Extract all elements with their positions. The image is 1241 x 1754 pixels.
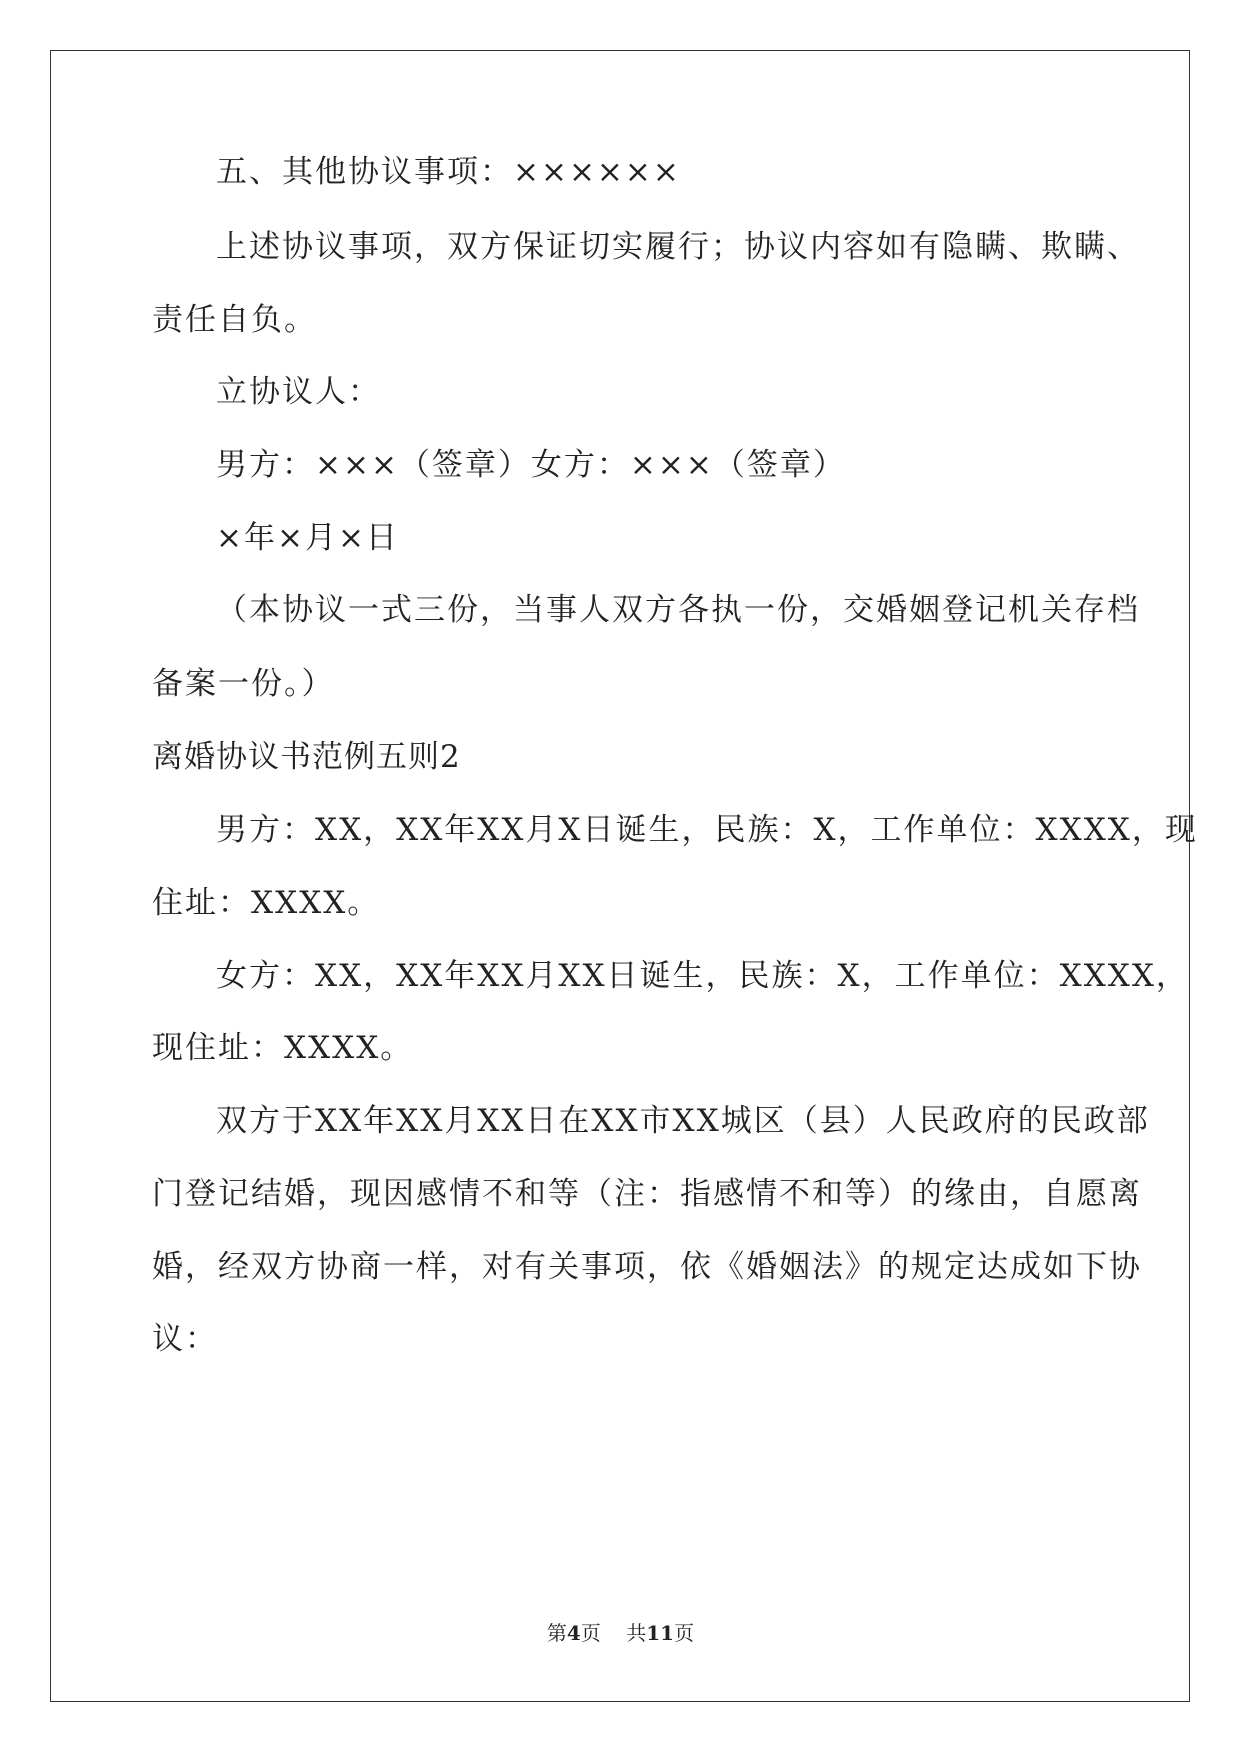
paragraph-line: 议： [152, 1321, 218, 1357]
paragraph-line: 门登记结婚，现因感情不和等（注：指感情不和等）的缘由，自愿离 [152, 1176, 1142, 1212]
paragraph-line: （本协议一式三份，当事人双方各执一份，交婚姻登记机关存档 [216, 592, 1140, 628]
paragraph-line: 婚，经双方协商一样，对有关事项，依《婚姻法》的规定达成如下协 [152, 1249, 1142, 1285]
paragraph-line: 男方：×××（签章）女方：×××（签章） [216, 447, 846, 483]
footer-prefix: 第 [546, 1621, 567, 1645]
paragraph-line: 上述协议事项，双方保证切实履行；协议内容如有隐瞒、欺瞒、 [216, 229, 1140, 265]
paragraph-line: 双方于XX年XX月XX日在XX市XX城区（县）人民政府的民政部 [216, 1103, 1150, 1139]
paragraph-line: 立协议人： [216, 374, 381, 410]
paragraph-line: 女方：XX，XX年XX月XX日诞生，民族：X，工作单位：XXXX， [216, 958, 1189, 994]
page-footer [0, 1620, 1241, 1646]
paragraph-line: 备案一份。） [152, 666, 335, 702]
paragraph-line: 住址：XXXX。 [152, 885, 381, 921]
footer-total-pages: 11 [646, 1621, 675, 1645]
footer-page-number: 4 [566, 1621, 581, 1645]
paragraph-line: 责任自负。 [152, 302, 317, 338]
paragraph-line: 男方：XX，XX年XX月X日诞生，民族：X，工作单位：XXXX，现 [216, 812, 1198, 848]
paragraph-line: 现住址：XXXX。 [152, 1030, 414, 1066]
paragraph-line: ×年×月×日 [216, 520, 399, 556]
paragraph-line: 五、其他协议事项：×××××× [216, 154, 681, 190]
footer-mid: 页 共 [580, 1621, 647, 1645]
footer-suffix: 页 [674, 1621, 695, 1645]
page-frame [50, 50, 1190, 1702]
section-heading: 离婚协议书范例五则2 [152, 739, 461, 775]
